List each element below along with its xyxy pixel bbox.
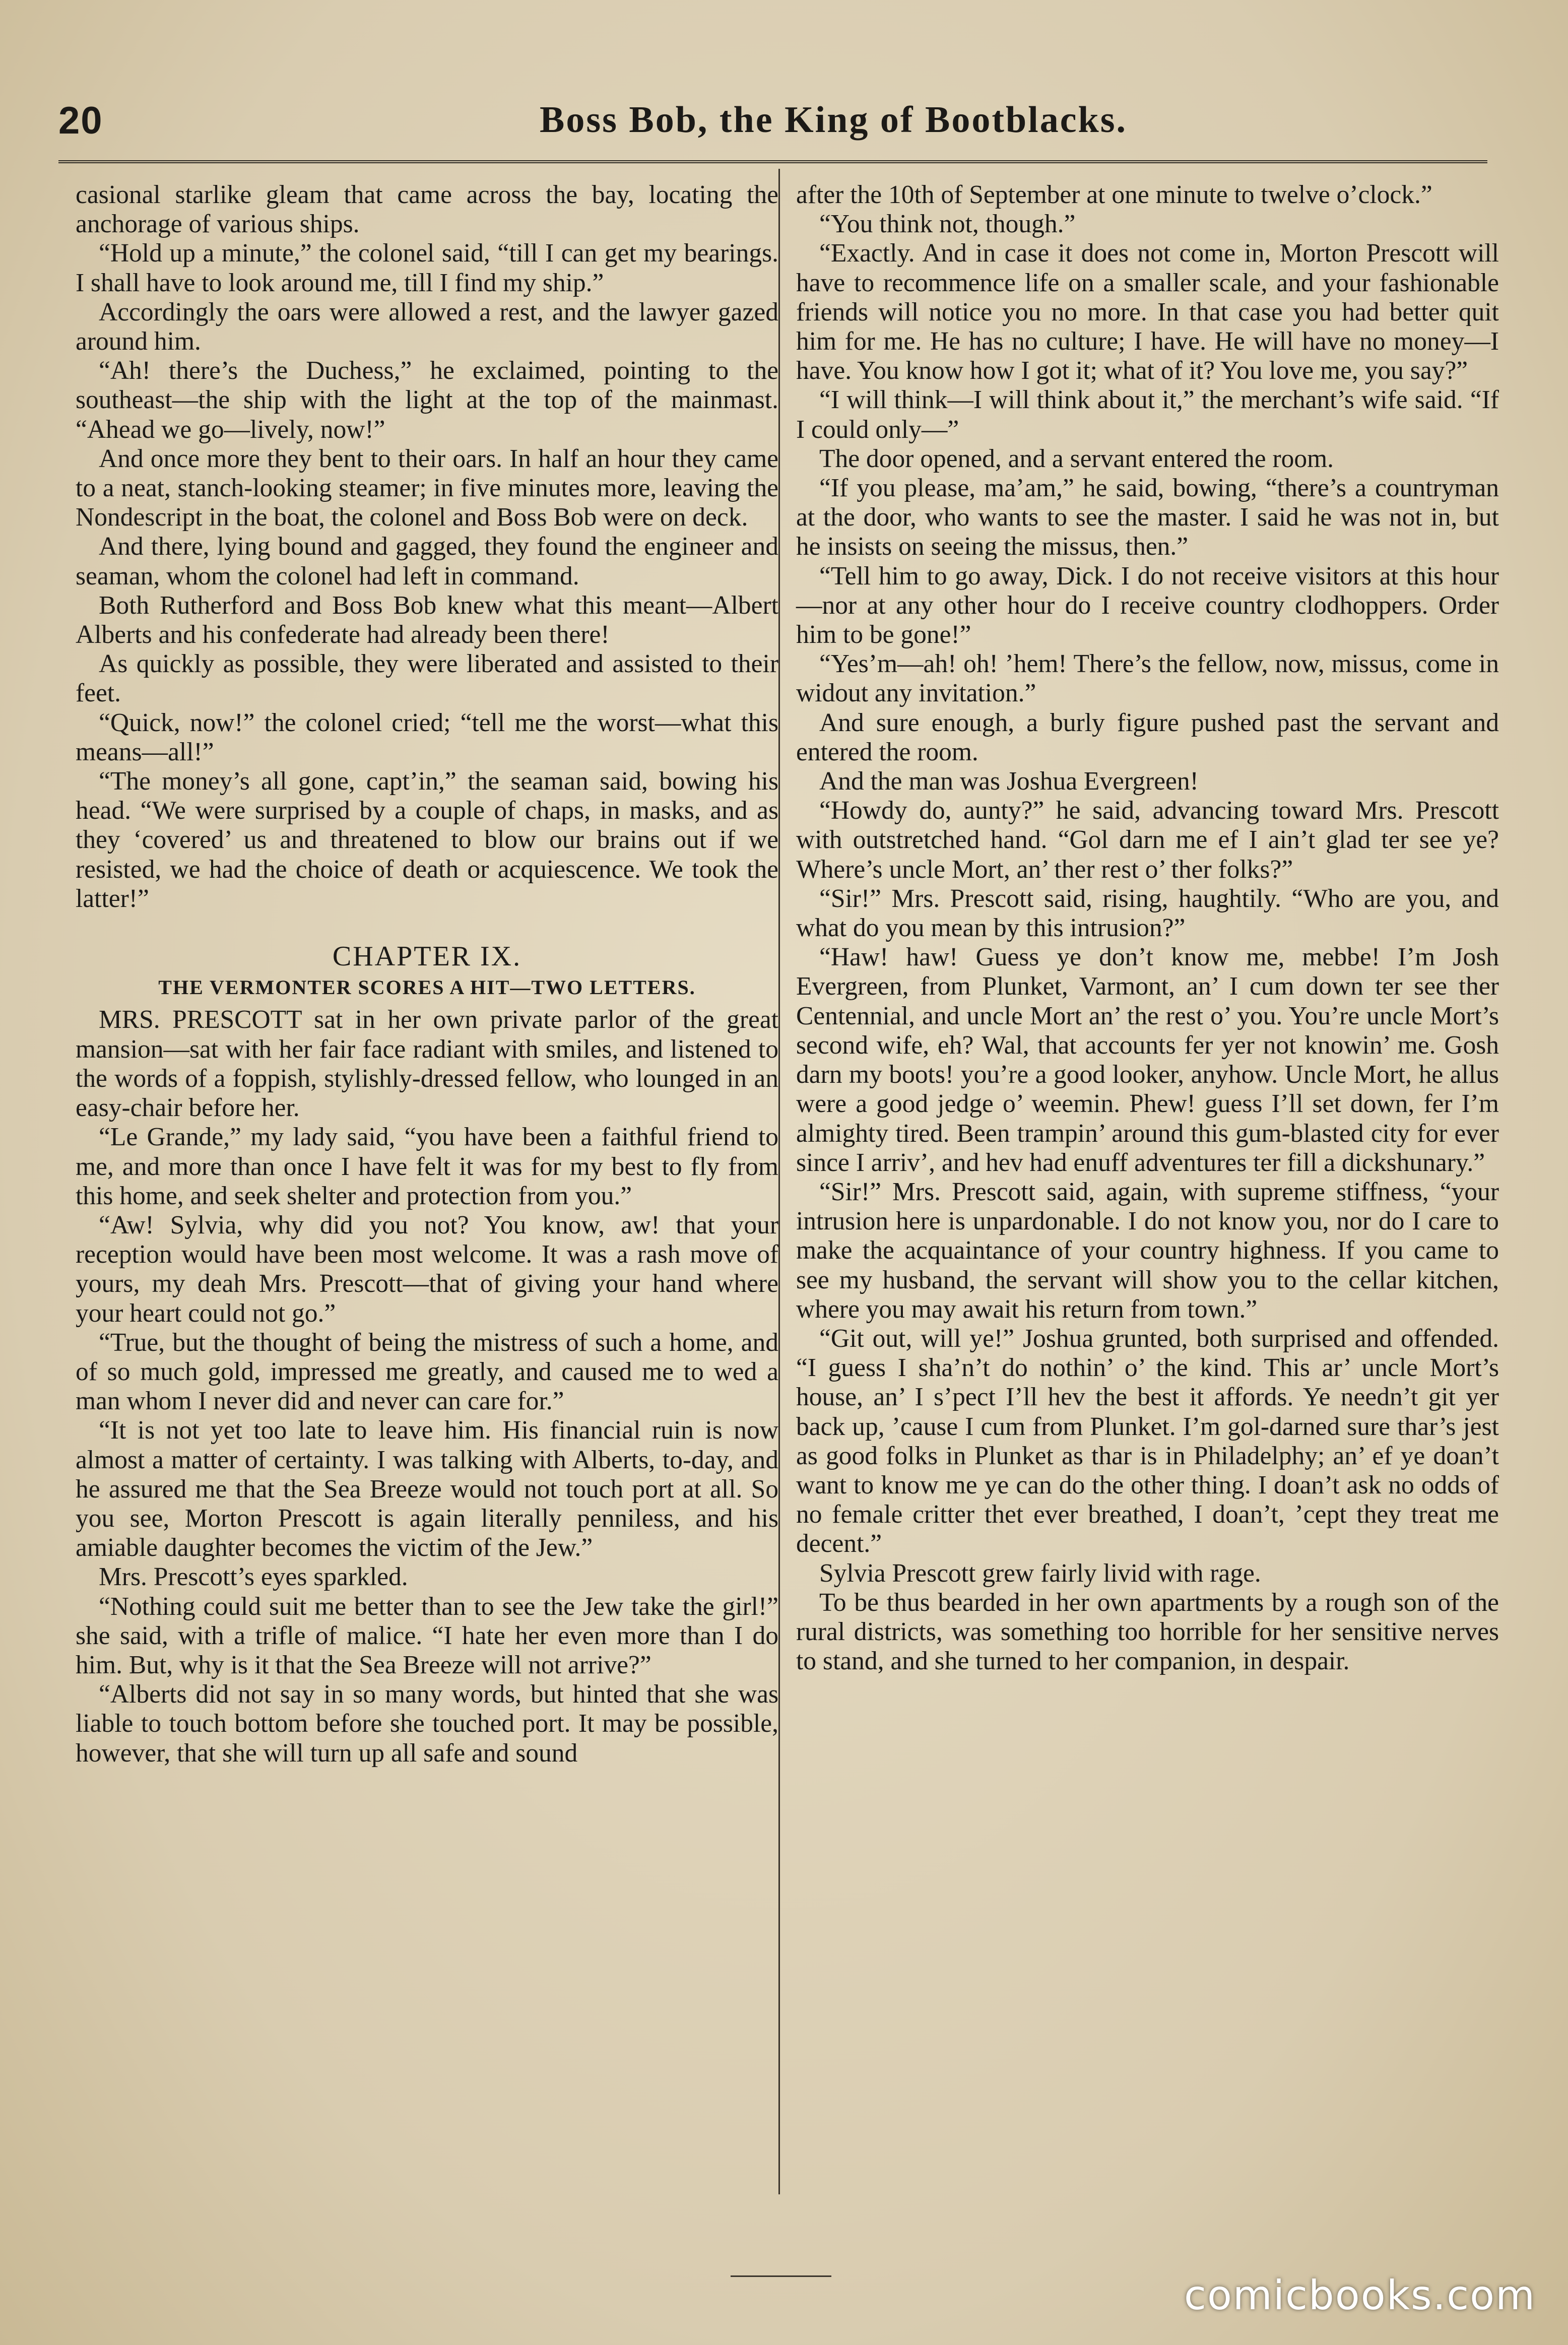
paragraph: “Exactly. And in case it does not come in, Morton Prescott will have to recommence life on a smaller scale, and your fashionable friends will notice you no more. In that case you had better quit him for me. He has no culture; I have. He will have no money—I have. You know how I got it; what of it? You love me, you say?” (796, 239, 1499, 385)
running-title: Boss Bob, the King of Bootblacks. (539, 99, 1128, 141)
paragraph: “True, but the thought of being the mistress of such a home, and of so much gold, impressed me greatly, and caused me to wed a man whom I never did and never can care for.” (76, 1328, 778, 1416)
paragraph: Sylvia Prescott grew fairly livid with rage. (819, 1558, 1261, 1588)
paragraph: “Sir!” Mrs. Prescott said, again, with supreme stiffness, “your intrusion here is unpardonable. I do not know you, nor do I care to make the acquaintance of your country highness. If you came to see my husband, the servant will show you to the cellar kitchen, where you may await his return from town.” (796, 1177, 1499, 1324)
paragraph: “Hold up a minute,” the colonel said, “till I can get my bearings. I shall have to look around me, till I find my ship.” (76, 239, 778, 297)
paragraph: And once more they bent to their oars. In half an hour they came to a neat, stanch-looking steamer; in five minutes more, leaving the Nondescript in the boat, the colonel and Boss Bob were on deck. (76, 444, 778, 532)
paragraph: “Tell him to go away, Dick. I do not receive visitors at this hour—nor at any other hour do I receive country clodhoppers. Order him to be gone!” (796, 561, 1499, 649)
paragraph: “Howdy do, aunty?” he said, advancing toward Mrs. Prescott with outstretched hand. “Gol darn me ef I ain’t glad ter see ye? Where’s uncle Mort, an’ ther rest o’ ther folks?” (796, 796, 1499, 884)
paragraph: The door opened, and a servant entered the room. (819, 444, 1334, 473)
paragraph: “It is not yet too late to leave him. His financial ruin is now almost a matter of certainty. I was talking with Alberts, to-day, and he assured me that the Sea Breeze would not touch port at all. So you see, Morton Prescott is again literally penniless, and his amiable daughter becomes the victim of the Jew.” (76, 1416, 778, 1562)
page-number: 20 (58, 99, 103, 142)
paragraph: after the 10th of September at one minute to twelve o’clock.” (796, 180, 1432, 209)
paragraph: “Yes’m—ah! oh! ’hem! There’s the fellow, now, missus, come in widout any invitation.” (796, 649, 1499, 708)
paragraph: “Alberts did not say in so many words, but hinted that she was liable to touch bottom before she touched port. It may be possible, however, that she will turn up all safe and sound (76, 1680, 778, 1768)
paragraph: “Quick, now!” the colonel cried; “tell me the worst—what this means—all!” (76, 708, 778, 766)
paragraph: Mrs. Prescott’s eyes sparkled. (99, 1562, 408, 1592)
paragraph: “Sir!” Mrs. Prescott said, rising, haughtily. “Who are you, and what do you mean by this intrusion?” (796, 884, 1499, 943)
paragraph: “Aw! Sylvia, why did you not? You know, aw! that your reception would have been most welcome. It was a rash move of yours, my deah Mrs. Prescott—that of giving your hand where your heart could not go.” (76, 1210, 778, 1328)
paragraph: “Git out, will ye!” Joshua grunted, both surprised and offended. “I guess I sha’n’t do nothin’ o’ the kind. This ar’ uncle Mort’s house, an’ I s’pect I’ll hev the best it affords. Ye needn’t git yer back up, ’cause I cum from Plunket. I’m gol-darned sure thar’s jest as good folks in Plunket as thar is in Philadelphy; an’ ef ye doan’t want to know me ye can do the other thing. I doan’t ask no odds of no female critter thet ever breathed, I doan’t, ’cept they treat me decent.” (796, 1324, 1499, 1558)
paragraph: To be thus bearded in her own apartments by a rough son of the rural districts, was something too horrible for her sensitive nerves to stand, and she turned to her companion, in despair. (796, 1588, 1499, 1676)
chapter-heading: CHAPTER IX. (332, 941, 522, 972)
column-divider (778, 169, 780, 2194)
paragraph: “The money’s all gone, capt’in,” the seaman said, bowing his head. “We were surprised by a couple of chaps, in masks, and as they ‘covered’ us and threatened to blow our brains out if we resisted, we had the choice of death or acquiescence. We took the latter!” (76, 767, 778, 913)
chapter-subtitle: THE VERMONTER SCORES A HIT—TWO LETTERS. (158, 976, 696, 999)
paragraph: “Nothing could suit me better than to see the Jew take the girl!” she said, with a trifle of malice. “I hate her even more than I do him. But, why is it that the Sea Breeze will not arrive?” (76, 1592, 778, 1679)
page-header (58, 99, 1487, 154)
paragraph: And sure enough, a burly figure pushed past the servant and entered the room. (796, 708, 1499, 766)
watermark-text: comicbooks.com (1184, 2272, 1536, 2319)
paragraph: Accordingly the oars were allowed a rest, and the lawyer gazed around him. (76, 297, 778, 356)
paragraph: “If you please, ma’am,” he said, bowing, “there’s a countryman at the door, who wants to see the master. I said he was not in, but he insists on seeing the missus, then.” (796, 474, 1499, 561)
paragraph: As quickly as possible, they were liberated and assisted to their feet. (76, 649, 778, 708)
paragraph: casional starlike gleam that came across the bay, locating the anchorage of various ships. (76, 180, 778, 239)
paragraph: “Le Grande,” my lady said, “you have been a faithful friend to me, and more than once I have felt it was for my best to fly from this home, and seek shelter and protection from you.” (76, 1123, 778, 1210)
paragraph: Both Rutherford and Boss Bob knew what this meant—Albert Alberts and his confederate had already been there! (76, 591, 778, 649)
paragraph: “I will think—I will think about it,” the merchant’s wife said. “If I could only—” (796, 385, 1499, 444)
left-column (76, 180, 778, 1768)
paragraph: “You think not, though.” (819, 210, 1076, 239)
right-column (796, 180, 1499, 1676)
paragraph: “Haw! haw! Guess ye don’t know me, mebbe! I’m Josh Evergreen, from Plunket, Varmont, an’ I cum down ter see ther Centennial, and uncle Mort an’ the rest o’ you. You’re uncle Mort’s second wife, eh? Wal, that accounts fer yer not knowin’ me. Gosh darn my boots! you’re a good looker, anyhow. Uncle Mort, he allus were a good jedge o’ weemin. Phew! guess I’ll set down, fer I’m almighty tired. Been trampin’ around this gum-blasted city for ever since I arriv’, and hev had enuff adventures ter fill a dickshunary.” (796, 943, 1499, 1177)
paragraph: And there, lying bound and gagged, they found the engineer and seaman, whom the colonel had left in command. (76, 532, 778, 591)
bottom-ornament (731, 2275, 831, 2277)
paragraph: And the man was Joshua Evergreen! (819, 767, 1199, 796)
paragraph: MRS. PRESCOTT sat in her own private parlor of the great mansion—sat with her fair face radiant with smiles, and listened to the words of a foppish, stylishly-dressed fellow, who lounged in an easy-chair before her. (76, 1005, 778, 1123)
paragraph: “Ah! there’s the Duchess,” he exclaimed, pointing to the southeast—the ship with the light at the top of the mainmast. “Ahead we go—lively, now!” (76, 356, 778, 444)
header-rule (58, 160, 1487, 163)
